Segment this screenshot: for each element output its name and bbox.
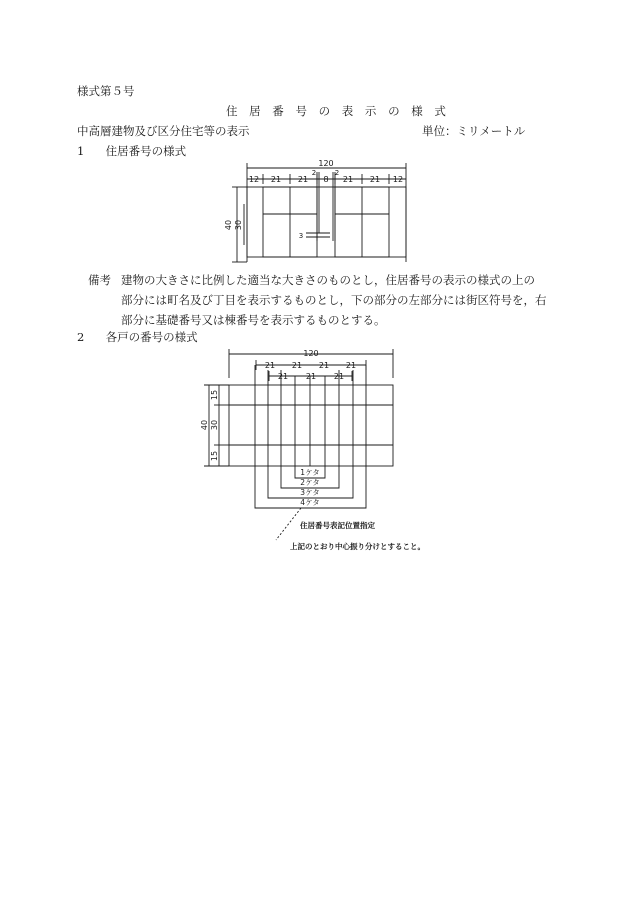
d2-top-b: 21 (291, 361, 303, 370)
d2-top-d: 21 (345, 361, 357, 370)
page-title: 住 居 番 号 の 表 示 の 様 式 (226, 104, 450, 118)
section1-label: 住居番号の様式 (105, 144, 187, 158)
d2-total: 120 (303, 349, 319, 358)
d2-position-label: 住居番号表記位置指定 (300, 521, 375, 530)
d1-dim-21c: 21 (342, 175, 354, 184)
d2-h15a: 15 (210, 389, 219, 401)
subtitle-left: 中高層建物及び区分住宅等の表示 (77, 124, 250, 138)
d2-digit-1: 1ケタ (300, 468, 320, 477)
d2-top-c: 21 (318, 361, 330, 370)
d2-digit-4: 4ケタ (300, 498, 320, 507)
note-line-2: 部分には町名及び丁目を表示するものとし，下の部分の左部分には街区符号を，右 (121, 293, 547, 307)
d1-dim-21d: 21 (369, 175, 381, 184)
d2-h30: 30 (210, 419, 219, 431)
d2-sec-a: 21 (277, 372, 289, 381)
d1-dim-21b: 21 (297, 175, 309, 184)
d2-digit-2: 2ケタ (300, 478, 320, 487)
unit-label: 単位：ミリメートル (422, 124, 526, 138)
d1-height: 40 (224, 219, 233, 231)
form-number: 様式第５号 (77, 84, 135, 98)
section2-number: 2 (77, 330, 85, 344)
section1-number: 1 (77, 144, 85, 158)
d1-dim-8: 8 (323, 175, 329, 184)
section2-label: 各戸の番号の様式 (105, 330, 198, 344)
d1-stem: 3 (298, 232, 304, 240)
d2-height: 40 (200, 419, 209, 431)
d2-centering-note: 上記のとおり中心振り分けとすること。 (290, 542, 425, 551)
d2-top-a: 21 (264, 361, 276, 370)
d1-total: 120 (318, 159, 334, 168)
d2-sec-c: 21 (333, 372, 345, 381)
d2-h15b: 15 (210, 450, 219, 462)
d1-gap-b: 2 (334, 169, 340, 177)
note-line-3: 部分に基礎番号又は棟番号を表示するものとする。 (121, 313, 386, 327)
d2-digit-3: 3ケタ (300, 488, 320, 497)
d1-dim-12b: 12 (392, 175, 404, 184)
d1-inner: 30 (234, 219, 243, 231)
note-line-1: 建物の大きさに比例した適当な大きさのものとし，住居番号の表示の様式の上の (121, 273, 535, 287)
note-label: 備考 (88, 273, 111, 287)
d1-dim-12a: 12 (248, 175, 260, 184)
d1-dim-21a: 21 (270, 175, 282, 184)
d1-gap-a: 2 (311, 169, 317, 177)
d2-sec-b: 21 (305, 372, 317, 381)
